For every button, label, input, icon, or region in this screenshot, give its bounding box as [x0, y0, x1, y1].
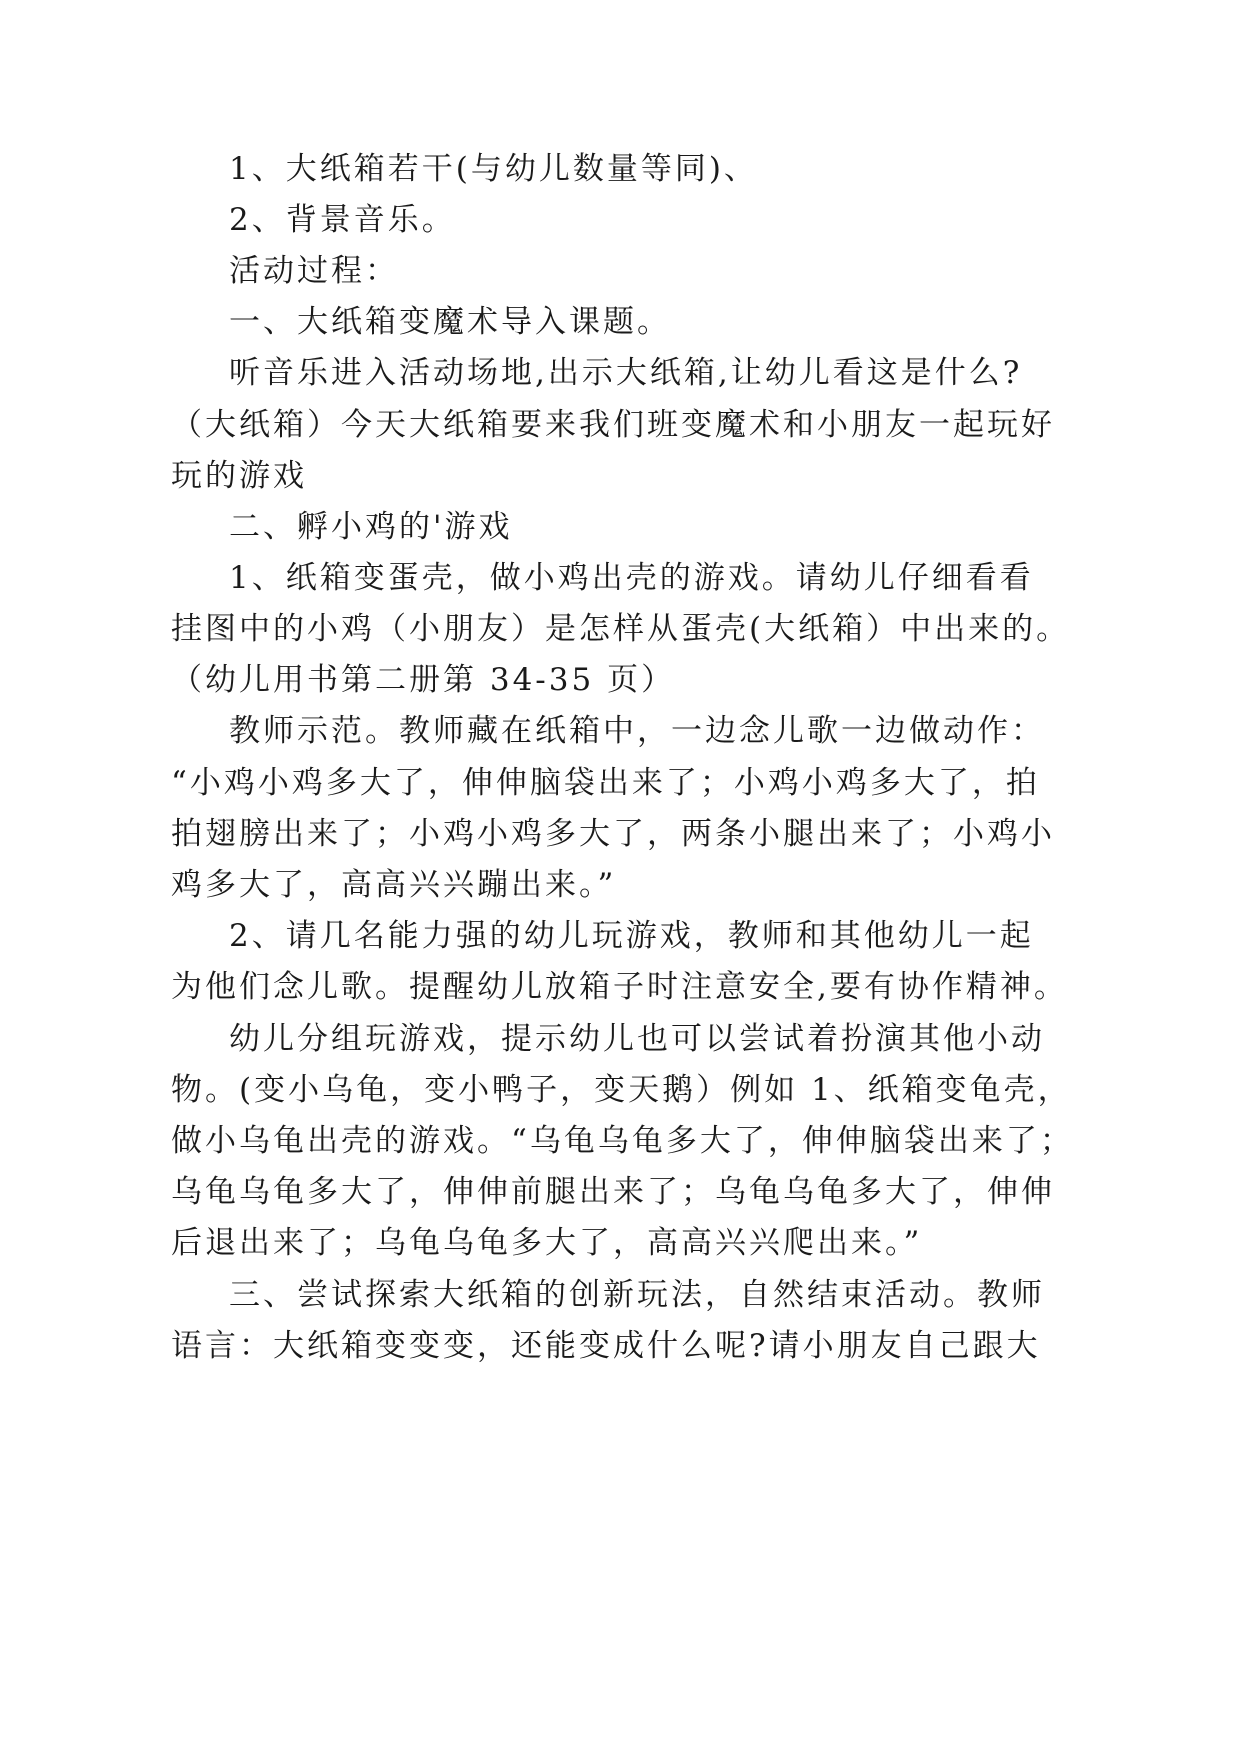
text-line: 鸡多大了，高高兴兴蹦出来。”: [171, 867, 617, 903]
text-line: “小鸡小鸡多大了，伸伸脑袋出来了；小鸡小鸡多大了，拍: [171, 765, 1040, 801]
text-line: 1、大纸箱若干(与幼儿数量等同)、: [229, 151, 758, 187]
text-line: 幼儿分组玩游戏，提示幼儿也可以尝试着扮演其他小动: [229, 1021, 1045, 1057]
text-line: （幼儿用书第二册第 34-35 页）: [171, 662, 676, 698]
text-line: 三、尝试探索大纸箱的创新玩法，自然结束活动。教师: [229, 1277, 1045, 1313]
text-line: 听音乐进入活动场地,出示大纸箱,让幼儿看这是什么?: [229, 355, 1023, 391]
text-line: 语言：大纸箱变变变，还能变成什么呢?请小朋友自己跟大: [171, 1328, 1041, 1364]
text-line: 做小乌龟出壳的游戏。“乌龟乌龟多大了，伸伸脑袋出来了；: [171, 1123, 1074, 1159]
text-line: 拍翅膀出来了；小鸡小鸡多大了，两条小腿出来了；小鸡小: [171, 816, 1055, 852]
text-line: 二、孵小鸡的'游戏: [229, 509, 513, 545]
text-line: 1、纸箱变蛋壳，做小鸡出壳的游戏。请幼儿仔细看看: [229, 560, 1034, 596]
text-line: 教师示范。教师藏在纸箱中，一边念儿歌一边做动作：: [229, 713, 1045, 749]
text-line: 后退出来了；乌龟乌龟多大了，高高兴兴爬出来。”: [171, 1225, 923, 1261]
text-line: 活动过程：: [229, 253, 399, 289]
text-line: 乌龟乌龟多大了，伸伸前腿出来了；乌龟乌龟多大了，伸伸: [171, 1174, 1055, 1210]
text-line: 物。(变小乌龟，变小鸭子，变天鹅）例如 1、纸箱变龟壳，: [171, 1072, 1072, 1108]
text-line: 一、大纸箱变魔术导入课题。: [229, 304, 671, 340]
text-line: 玩的游戏: [171, 458, 307, 494]
text-line: 挂图中的小鸡（小朋友）是怎样从蛋壳(大纸箱）中出来的。: [171, 611, 1071, 647]
text-line: 为他们念儿歌。提醒幼儿放箱子时注意安全,要有协作精神。: [171, 969, 1068, 1005]
text-line: 2、背景音乐。: [229, 202, 456, 238]
text-line: （大纸箱）今天大纸箱要来我们班变魔术和小朋友一起玩好: [171, 407, 1055, 443]
text-line: 2、请几名能力强的幼儿玩游戏，教师和其他幼儿一起: [229, 918, 1034, 954]
